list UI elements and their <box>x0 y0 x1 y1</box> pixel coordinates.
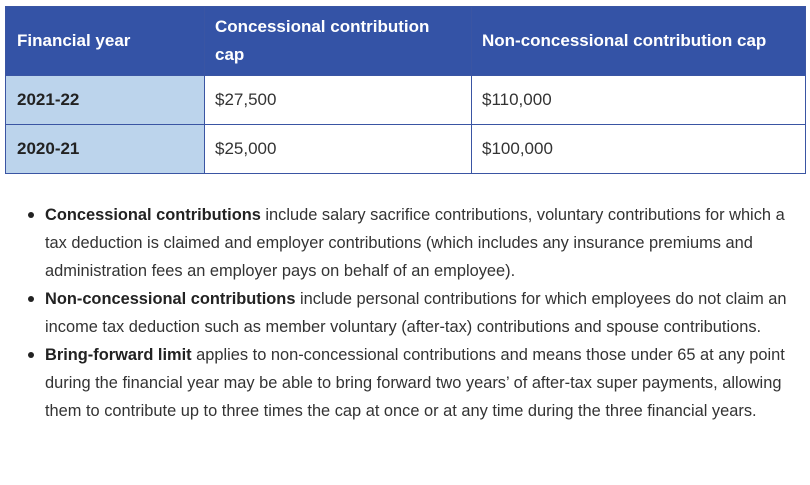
table-header-row <box>6 7 806 76</box>
cell-year: 2020-21 <box>6 125 205 174</box>
cell-concessional: $27,500 <box>205 76 472 125</box>
definitions-list <box>28 201 798 425</box>
bullet-icon <box>28 212 34 218</box>
list-item <box>28 285 798 341</box>
bullet-icon <box>28 352 34 358</box>
header-concessional-cap: Concessional contribution cap <box>205 7 472 76</box>
list-item <box>28 201 798 285</box>
definition-text: applies to non-concessional contributions and means those under 65 at any point during the financial year may be able to bring forward two years’ of after-tax super payments, allowing them to contribute up to three times the cap at once or at any time during the three financial years. <box>45 346 785 420</box>
list-item <box>28 341 798 425</box>
definition-text: include personal contributions for which employees do not claim an income tax deduction such as member voluntary (after-tax) contributions and spouse contributions. <box>45 290 787 336</box>
definition-term: Bring-forward limit <box>45 346 192 364</box>
bullet-icon <box>28 296 34 302</box>
definition-term: Concessional contributions <box>45 206 261 224</box>
cell-non-concessional: $100,000 <box>472 125 806 174</box>
definition-term: Non-concessional contributions <box>45 290 296 308</box>
header-non-concessional-cap: Non-concessional contribution cap <box>472 7 806 76</box>
header-financial-year: Financial year <box>6 7 205 76</box>
definition-text: include salary sacrifice contributions, voluntary contributions for which a tax deduction is claimed and employer contributions (which includes any insurance premiums and administration fees an employer pays on behalf of an employee). <box>45 206 785 280</box>
contribution-caps-table <box>5 6 806 174</box>
table-row <box>6 125 806 174</box>
cell-year: 2021-22 <box>6 76 205 125</box>
cell-non-concessional: $110,000 <box>472 76 806 125</box>
table-row <box>6 76 806 125</box>
cell-concessional: $25,000 <box>205 125 472 174</box>
